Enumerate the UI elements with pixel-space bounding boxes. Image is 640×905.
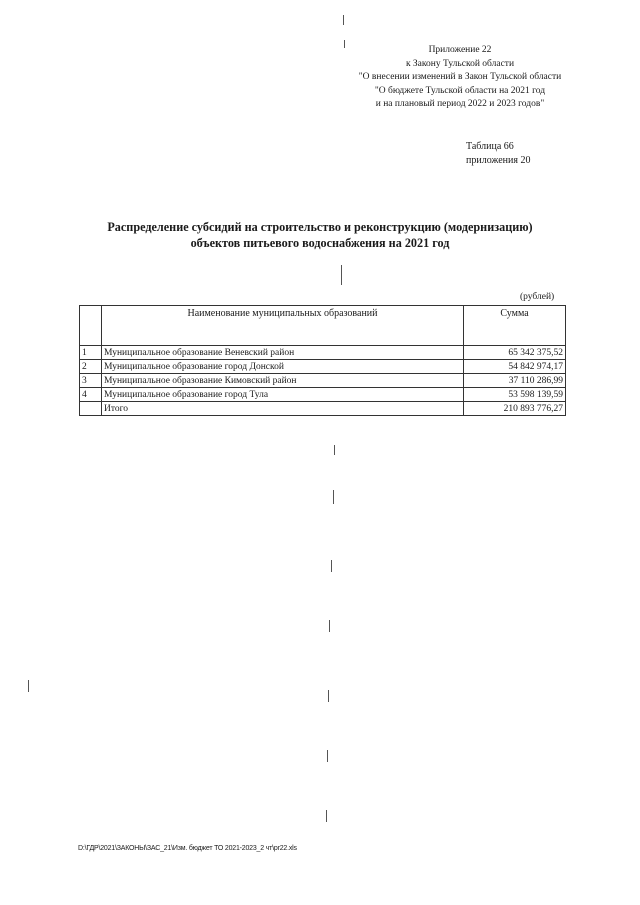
table-ref-line2: приложения 20	[466, 154, 531, 166]
total-label: Итого	[102, 402, 464, 416]
scan-mark	[331, 560, 332, 572]
appendix-line: "О бюджете Тульской области на 2021 год	[374, 85, 546, 96]
scan-mark	[28, 680, 29, 692]
row-num: 3	[80, 374, 102, 388]
table-total-row	[80, 402, 566, 416]
table-row	[80, 388, 566, 402]
row-sum: 53 598 139,59	[464, 388, 566, 402]
scan-mark	[328, 690, 329, 702]
appendix-line: и на плановый период 2022 и 2023 годов"	[375, 99, 545, 109]
table-row	[80, 374, 566, 388]
total-num-cell	[80, 402, 102, 416]
header-name: Наименование муниципальных образований	[102, 306, 464, 346]
title-line2: объектов питьевого водоснабжения на 2021 год	[190, 235, 450, 250]
table-reference	[466, 140, 530, 167]
scan-mark	[329, 620, 330, 632]
scan-mark	[333, 490, 334, 504]
row-sum: 37 110 286,99	[464, 374, 566, 388]
units-label: (рублей)	[520, 292, 555, 302]
scan-mark	[343, 15, 344, 25]
row-num: 4	[80, 388, 102, 402]
appendix-line: к Закону Тульской области	[405, 58, 515, 69]
table-row	[80, 346, 566, 360]
row-name: Муниципальное образование город Тула	[102, 388, 464, 402]
file-path-footer: D:\ГДР\2021\ЗАКОНЫ\ЗАС_21\Изм. бюджет ТО 2021-2023_2 чт\pr22.xls	[78, 845, 297, 852]
appendix-header	[340, 44, 580, 112]
scan-mark	[344, 40, 345, 48]
title-line1: Распределение субсидий на строительство и реконструкцию (модернизацию)	[107, 220, 533, 234]
row-num: 1	[80, 346, 102, 360]
row-sum: 65 342 375,52	[464, 346, 566, 360]
row-name: Муниципальное образование город Донской	[102, 360, 464, 374]
scan-mark	[326, 810, 327, 822]
appendix-line: Приложение 22	[428, 45, 492, 55]
appendix-line: "О внесении изменений в Закон Тульской области	[358, 72, 562, 82]
scan-mark	[334, 445, 335, 455]
header-sum: Сумма	[464, 306, 566, 346]
row-name: Муниципальное образование Кимовский район	[102, 374, 464, 388]
header-num	[80, 306, 102, 346]
subsidy-table	[79, 305, 566, 416]
row-num: 2	[80, 360, 102, 374]
row-sum: 54 842 974,17	[464, 360, 566, 374]
total-sum: 210 893 776,27	[464, 402, 566, 416]
row-name: Муниципальное образование Веневский район	[102, 346, 464, 360]
table-row	[80, 360, 566, 374]
document-title	[90, 220, 550, 251]
scan-mark	[341, 265, 342, 285]
scan-mark	[327, 750, 328, 762]
table-ref-line1: Таблица 66	[466, 141, 514, 152]
table-header-row	[80, 306, 566, 346]
